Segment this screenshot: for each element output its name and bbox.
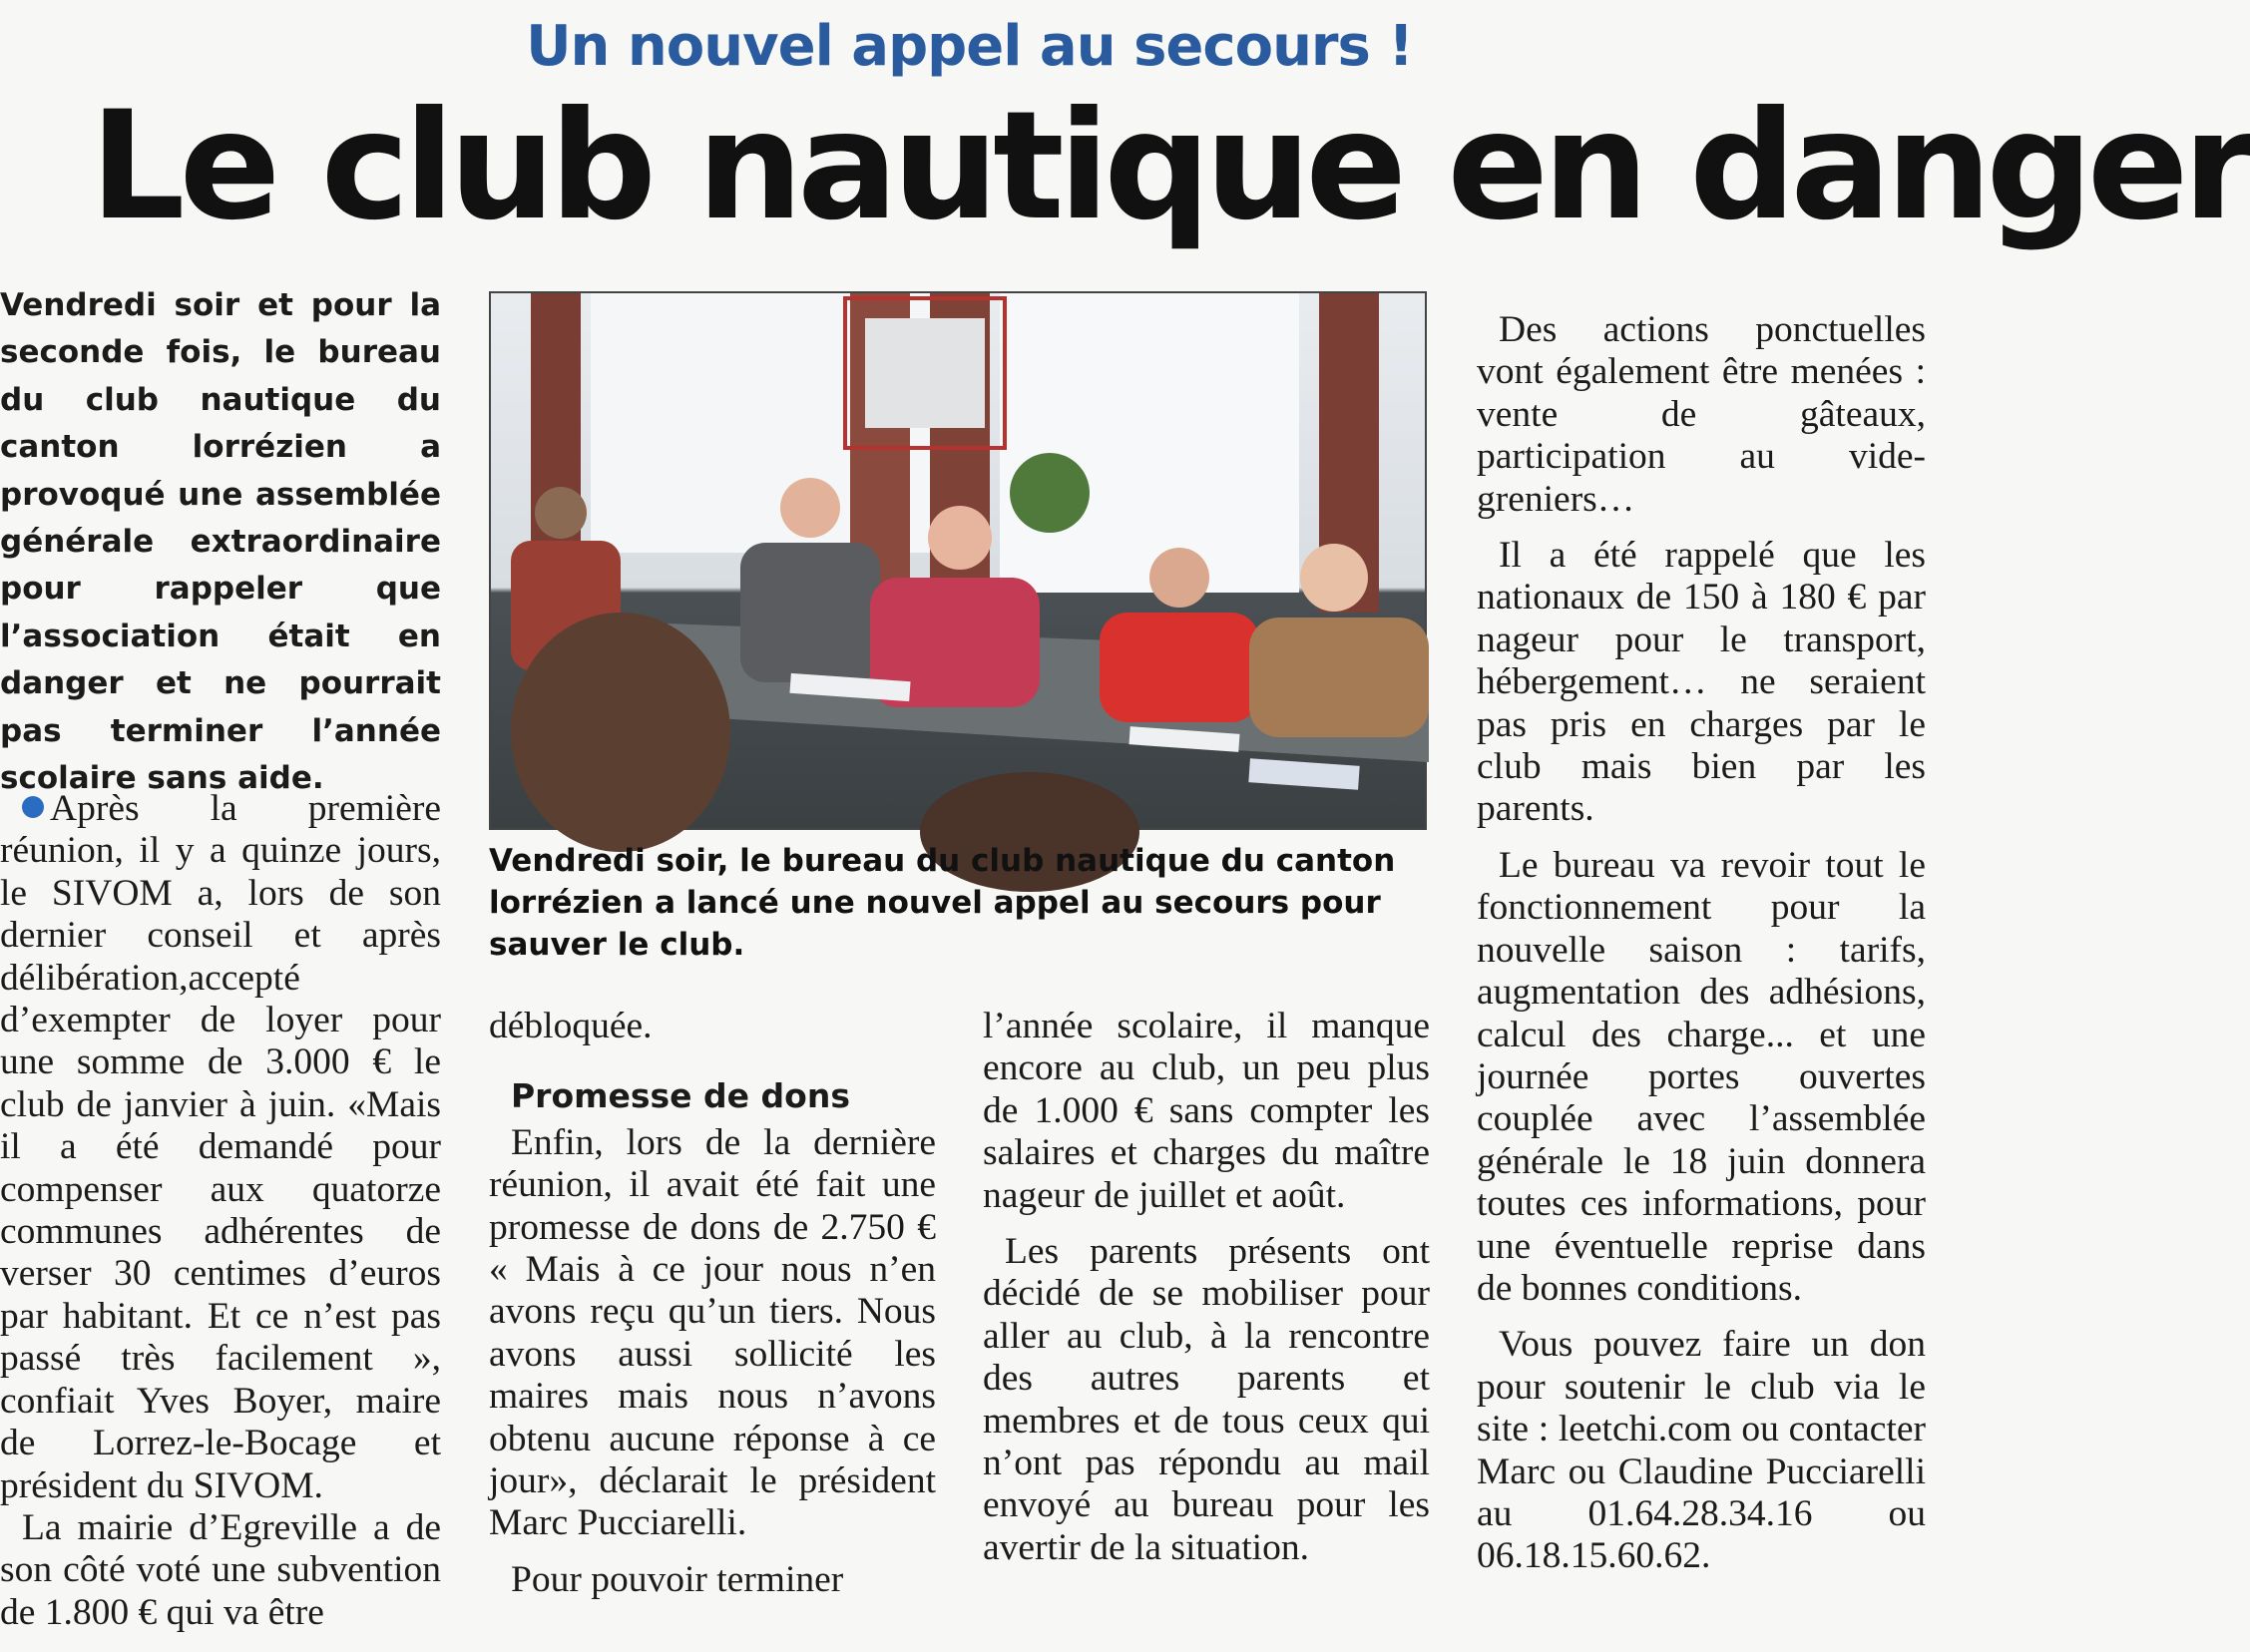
article-headline: Le club nautique en danger xyxy=(90,80,2250,253)
body-paragraph: Vous pouvez faire un don pour soutenir le club via le site : leetchi.com ou contacter Marc ou Claudine Pucciarelli au 01.64.28.34.16 ou 06.18.15.60.62. xyxy=(1477,1324,1926,1577)
body-paragraph xyxy=(0,788,441,1507)
article-photo xyxy=(489,291,1427,830)
article-column-4 xyxy=(1477,309,1926,1578)
body-paragraph: La mairie d’Egreville a de son côté voté une subvention de 1.800 € qui va être xyxy=(0,1506,441,1633)
body-paragraph: Les parents présents ont décidé de se mobiliser pour aller au club, à la rencontre des autres parents et membres et de tous ceux qui n’ont pas répondu au mail envoyé au bureau pour les avertir de la situation. xyxy=(983,1231,1430,1568)
article-lead xyxy=(0,282,441,802)
lead-paragraph: Vendredi soir et pour la seconde fois, le bureau du club nautique du canton lorrézien a provoqué une assemblée générale extraordinaire pour rappeler que l’association était en danger et ne pourrait pas terminer l’année scolaire sans aide. xyxy=(0,287,441,797)
photo-caption: Vendredi soir, le bureau du club nautique du canton lorrézien a lancé une nouvel appel au secours pour sauver le club. xyxy=(489,843,1396,963)
body-paragraph: Pour pouvoir terminer xyxy=(511,1558,844,1600)
section-subheading: Promesse de dons xyxy=(511,1076,850,1116)
meeting-photo-illustration xyxy=(491,293,1429,832)
body-paragraph: Il a été rappelé que les nationaux de 150 à 180 € par nageur pour le transport, hébergement… ne seraient pas pris en charges par le club mais bien par les parents. xyxy=(1477,535,1926,830)
body-text: Après la première réunion, il y a quinze jours, le SIVOM a, lors de son dernier conseil et après délibération,accepté d’exempter de loyer pour une somme de 3.000 € le club de janvier à juin. «Mais il a été demandé pour compenser aux quatorze communes adhérentes de verser 30 centimes d’euros par habitant. Et ce n’est pas passé très facilement », confiait Yves Boyer, maire de Lorrez-le-Bocage et président du SIVOM. xyxy=(0,788,441,1506)
article-column-3 xyxy=(983,1006,1430,1569)
body-paragraph: débloquée. xyxy=(489,1006,653,1046)
body-paragraph: Des actions ponctuelles vont également être menées : vente de gâteaux, participation au vide-greniers… xyxy=(1477,309,1926,520)
article-column-2 xyxy=(489,1006,936,1601)
body-paragraph: Enfin, lors de la dernière réunion, il avait été fait une promesse de dons de 2.750 € « Mais à ce jour nous n’en avons reçu qu’un tiers. Nous avons aussi sollicité les maires mais nous n’avons obtenu aucune réponse à ce jour», déclarait le président Marc Pucciarelli. xyxy=(489,1121,936,1544)
article-kicker: Un nouvel appel au secours ! xyxy=(526,14,1413,79)
article-column-1 xyxy=(0,788,441,1634)
blue-bullet-icon xyxy=(22,796,44,818)
body-paragraph: Le bureau va revoir tout le fonctionnement pour la nouvelle saison : tarifs, augmentation des adhésions, calcul des charge... et une journée portes ouvertes couplée avec l’assemblée générale le 18 juin donnera toutes ces informations, pour une éventuelle reprise dans de bonnes conditions. xyxy=(1477,844,1926,1309)
body-paragraph: l’année scolaire, il manque encore au club, un peu plus de 1.000 € sans compter les salaires et charges du maître nageur de juillet et août. xyxy=(983,1006,1430,1216)
